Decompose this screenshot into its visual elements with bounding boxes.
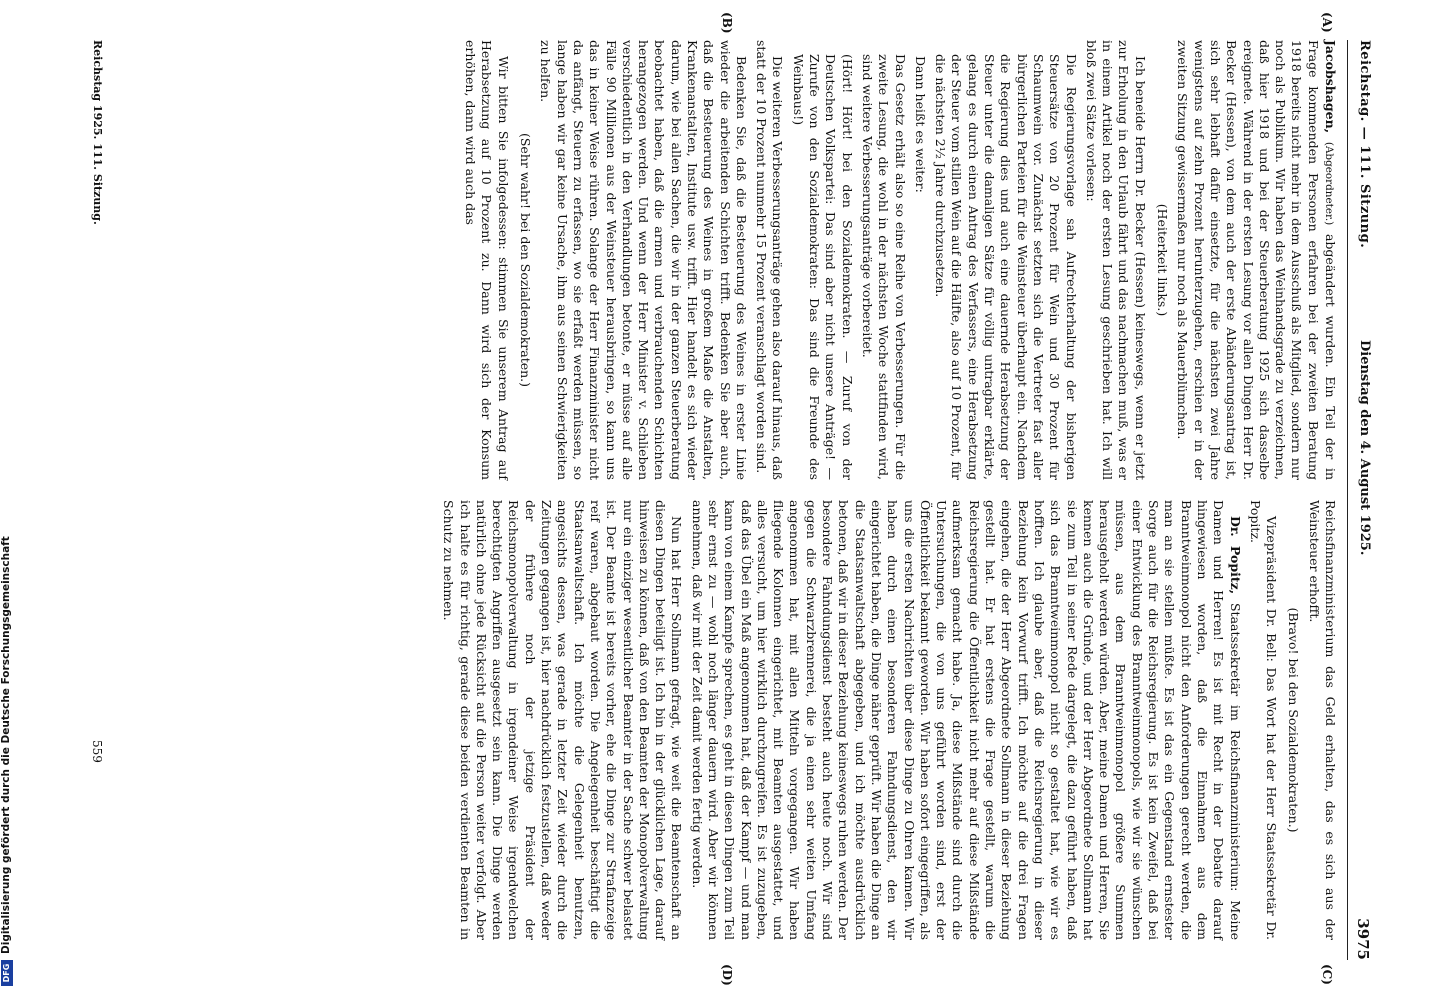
interjection: (Hört! Hört! bei den Sozialdemokraten. — Zuruf von der Deutschen Volkspartei: Das sind aber nicht unsere Anträge! — Zurufe von den Sozialdemokraten: Das sind die Freunde des Weinbaus!) [790,54,855,480]
header-date: Dienstag den 4. August 1925. [1357,340,1372,556]
president-statement: Vizepräsident Dr. Bell: Das Wort hat der Herr Staatssekretär Dr. Popitz. [1247,500,1280,940]
margin-mark-d: (D) [720,964,734,986]
margin-mark-b: (B) [720,12,734,34]
speaker-role: Staatssekretär im Reichsfinanzministerium: [1227,602,1243,892]
column-left [458,40,1338,480]
footer-page-number: 559 [90,740,104,763]
paragraph: Bedenken Sie, daß die Besteuerung des Weines in erster Linie wieder die arbeitenden Schichten trifft. Bedenken Sie aber auch, daß die Besteuerung des Weines in großem Maße die Anstalten, Krankenanstalten, Institute usw. trifft. Hier handelt es sich wieder darum, wie bei allen Sachen, die wir in der ganzen Steuerberatung beobachtet haben, daß die armen und verbrauchenden Schichten herangezogen werden. Und wenn der Herr Minister v. Schlieben verschiedentlich in den Verhandlungen betonte, er müsse auf alle Fälle 90 Millionen aus der Weinsteuer herausbringen, so kann uns das in keiner Weise rühren. Solange der Herr Finanzminister nicht da anfängt, Steuern zu erfassen, wo sie erfaßt werden müssen, so lange haben wir gar keine Ursache, ihm aus seinen Schwierigkeiten zu helfen. [538,40,749,480]
paragraph: Die weiteren Verbesserungsanträge gehen also darauf hinaus, daß statt der 10 Prozent nunmehr 15 Prozent veranschlagt worden sind. [754,40,786,480]
quotation: Das Gesetz erhält also so eine Reihe von Verbesserungen. Für die zweite Lesung, die wohl in der nächsten Woche stattfinden wird, sind weitere Verbesserungsanträge vorbereitet. [859,54,908,480]
paragraph [1174,40,1338,480]
paragraph: Wir bitten Sie infolgedessen: stimmen Sie unserem Antrag auf Herabsetzung auf 10 Prozent zu. Dann wird sich der Konsum erhöhen, dann wird auch das [463,40,511,480]
funding-note: Digitalisierung gefördert durch die Deutsche Forschungsgemeinschaft [0,536,12,954]
paragraph: Dann heißt es weiter: [912,56,928,193]
header-left: Reichstag. — 111. Sitzung. [1357,40,1372,249]
paragraph: Reichsfinanzministerium das Geld erhalten, das es sich aus der Weinsteuer erhofft. [1306,500,1338,940]
margin-mark-c: (C) [1320,964,1334,985]
interjection: (Heiterkeit links.) [1155,203,1171,317]
paragraph: Ich beneide Herrn Dr. Becker (Hessen) keineswegs, wenn er jetzt zur Erholung in den Urlaub fährt und das nachmachen muß, was er in einem Artikel noch der ersten Lesung geschrieben hat. Ich will bloß zwei Sätze vorlesen: [1083,40,1148,480]
header-page-number: 3975 [1354,918,1372,960]
column-right [436,500,1338,940]
margin-mark-a: (A) [1320,12,1334,33]
paragraph-text: abgeändert wurden. Ein Teil der in Frage kommenden Personen erfahren bei der zweiten Beratung 1918 bereits nicht mehr in dem Ausschuß als Mitglied, sondern nur noch als Publikum. Wir haben das Weinhandsgrade zu verzeichnen, daß hier 1918 und bei der Steuerberatung 1925 sich dasselbe ereignete. Während in der ersten Lesung vor allen Dingen Herr Dr. Becker (Hessen), von dem auch der erste Abänderungsantrag ist, sich sehr lebhaft dafür einsetzte, für die nächsten zwei Jahre wenigstens auf zehn Prozent herunterzugehen, erschien er in der zweiten Sitzung gewissermaßen nur noch als Mauerblümchen. [1175,40,1338,480]
footer-session: Reichstag 1925. 111. Sitzung. [91,40,104,225]
dfg-logo: DFG [1,960,13,986]
speaker-name: Jacobshagen, [1323,40,1338,134]
header-rule [1347,40,1348,960]
quotation: Die Regierungsvorlage sah Aufrechterhaltung der bisherigen Steuersätze von 20 Prozent für Wein und 30 Prozent für Schaumwein vor. Zunächst setzten sich die Vertreter fast aller bürgerlichen Parteien für die Weinsteuer überhaupt ein. Nachdem die Regierung dies und auch eine dauernde Herabsetzung der Steuer unter die damaligen Sätze für völlig untragbar erklärte, gelang es durch einen Antrag des Verfassers, eine Herabsetzung der Steuer vom stillen Wein auf die Hälfte, also auf 10 Prozent, für die nächsten 2½ Jahre durchzusetzen. [933,54,1079,480]
interjection: (Sehr wahr! bei den Sozialdemokraten.) [518,132,534,388]
speaker-note: (Abgeordneter.) [1323,141,1335,226]
interjection: (Bravo! bei den Sozialdemokraten.) [1286,607,1302,833]
sidebar [0,0,14,1000]
speaker-name: Dr. Popitz, [1227,516,1243,595]
paragraph [688,500,1242,940]
paragraph-text: Meine Damen und Herren! Es ist mit Recht in der Debatte darauf hingewiesen worden, daß die Einnahmen aus dem Branntweinmonopol nicht den Anforderungen gerecht werden, die man an sie stellen müßte. Es ist das ein Gegenstand ernstester Sorge auch für die Reichsregierung. Es ist kein Zweifel, daß bei einer Entwicklung des Branntweinmonopols, wie wir sie wünschen müssen, aus dem Branntweinmonopol größere Summen herausgeholt werden würden. Aber, meine Damen und Herren, Sie kennen auch die Gründe, und der Herr Abgeordnete Sollmann hat sie zum Teil in seiner Rede dargelegt, die dazu geführt haben, daß sich das Branntweinmonopol nicht so gestaltet hat, wie wir es hofften. Ich glaube aber, daß die Reichsregierung in dieser Beziehung kein Vorwurf trifft. Ich möchte auf die drei Fragen eingehen, die der Herr Abgeordnete Sollmann in dieser Beziehung gestellt hat. Er hat erstens die Frage gestellt, warum die Reichsregierung die Öffentlichkeit nicht mehr auf diese Mißstände aufmerksam gemacht habe. Ja, diese Mißstände sind durch die Untersuchungen, die von uns geführt worden sind, erst der Öffentlichkeit bekannt geworden. Wir haben sofort eingegriffen, als uns die ersten Nachrichten über diese Dinge zu Ohren kamen. Wir haben durch einen besonderen Fahndungsdienst, den wir eingerichtet haben, die Dinge näher geprüft. Wir haben die Dinge an die Staatsanwaltschaft abgegeben, und ich möchte ausdrücklich betonen, daß wir in dieser Beziehung keineswegs ruhen werden. Der besondere Fahndungsdienst besteht auch heute noch. Wir sind gegen die Schwarzbrennerei, die ja einen sehr weiten Umfang angenommen hat, mit allen Mitteln vorgegangen. Wir haben fliegende Kolonnen eingerichtet, mit Beamten ausgestattet, und alles versucht, um hier wirklich durchzugreifen. Es ist zuzugeben, daß das Übel ein Maß angenommen hat, daß der Kampf — und man kann von einem Kampfe sprechen, es geht in diesen Dingen zum Teil sehr ernst zu — wohl noch länger dauern wird. Aber wir können annehmen, daß wir mit der Zeit damit werden fertig werden. [689,500,1243,940]
paragraph: Nun hat Herr Sollmann gefragt, wie weit die Beamtenschaft an diesen Dingen beteiligt ist. Ich bin in der glücklichen Lage, darauf hinweisen zu können, daß von den Beamten der Monopolverwaltung nur ein einziger wesentlicher Beamter in der Sache schwer belastet ist. Der Beamte ist bereits vorher, ehe die Dinge zur Strafanzeige reif waren, abgebaut worden. Die Angelegenheit beschäftigt die Staatsanwaltschaft. Ich möchte die Gelegenheit benutzen, angesichts dessen, was gerade in letzter Zeit wieder durch die Zeitungen gegangen ist, hier nachdrücklich festzustellen, daß weder der frühere noch der jetzige Präsident der Reichsmonopolverwaltung in irgendeiner Weise irgendwelchen berechtigten Angriffen ausgesetzt sein kann. Die Dinge werden natürlich ohne jede Rücksicht auf die Person weiter verfolgt. Aber ich halte es für richtig, gerade diese beiden verdienten Beamten in Schutz zu nehmen. [441,500,685,940]
